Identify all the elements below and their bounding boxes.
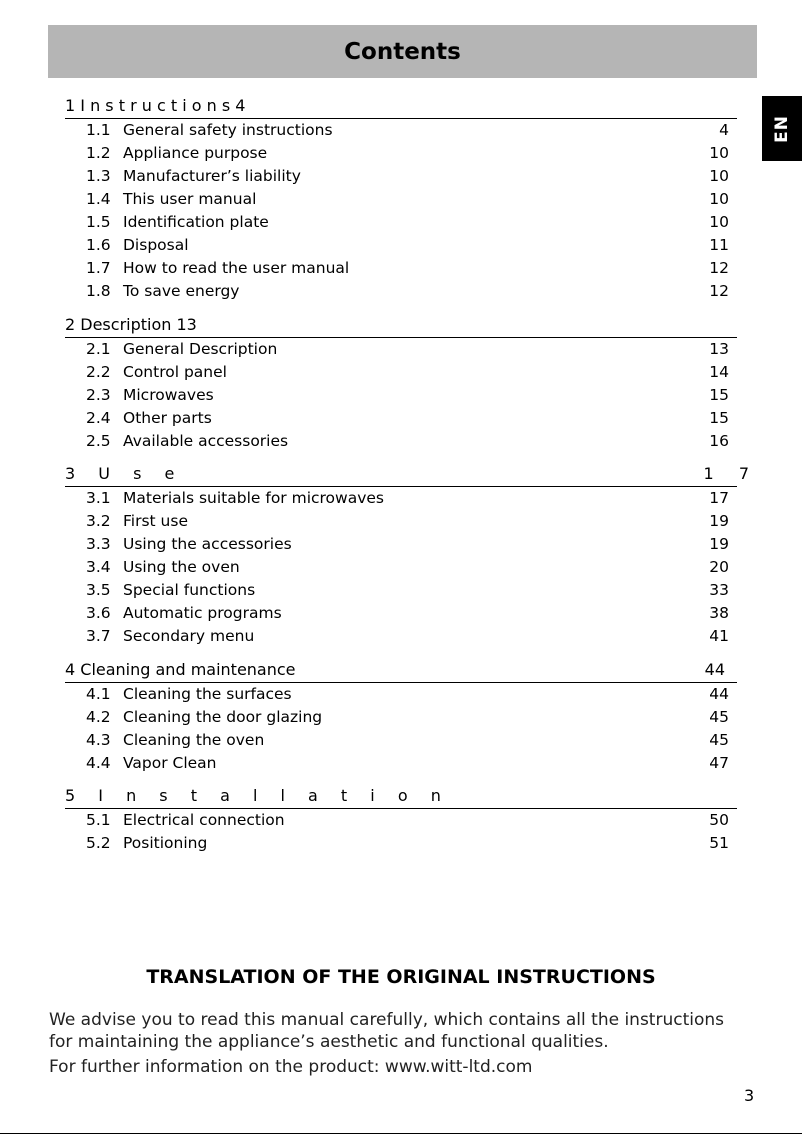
toc-entry[interactable]	[65, 188, 737, 211]
entry-label: General Description	[123, 340, 278, 358]
toc-section-2	[65, 312, 737, 453]
entry-number: 1.5	[86, 213, 111, 231]
entry-label: Secondary menu	[123, 627, 255, 645]
translation-heading: TRANSLATION OF THE ORIGINAL INSTRUCTIONS	[146, 966, 656, 988]
entry-label: Available accessories	[123, 432, 289, 450]
entry-label: Identification plate	[123, 213, 269, 231]
section-heading[interactable]	[65, 93, 737, 119]
entry-number: 2.4	[86, 409, 111, 427]
entry-page: 20	[709, 558, 729, 576]
toc-section-5	[65, 783, 737, 855]
entry-number: 2.3	[86, 386, 111, 404]
language-label: EN	[772, 114, 792, 143]
toc-entry[interactable]	[65, 706, 737, 729]
entry-number: 1.1	[86, 121, 111, 139]
section-title: 1 I n s t r u c t i o n s 4	[65, 96, 246, 115]
section-heading[interactable]	[65, 461, 759, 487]
entry-page: 11	[709, 236, 729, 254]
product-info-text: For further information on the product: www.witt-ltd.com	[49, 1057, 533, 1077]
section-title: 3 U s e	[65, 464, 184, 483]
entry-page: 41	[709, 627, 729, 645]
entry-number: 3.7	[86, 627, 111, 645]
entry-page: 4	[719, 121, 729, 139]
entry-page: 50	[709, 811, 729, 829]
entry-label: Cleaning the oven	[123, 731, 265, 749]
entry-number: 3.3	[86, 535, 111, 553]
advise-paragraph: We advise you to read this manual carefully, which contains all the instructions for maintaining the appliance’s aesthetic and functional qualities.	[49, 1010, 725, 1052]
entry-label: Vapor Clean	[123, 754, 217, 772]
entry-page: 10	[709, 213, 729, 231]
entry-label: Using the oven	[123, 558, 240, 576]
toc-section-4	[65, 657, 737, 775]
entry-page: 17	[709, 489, 729, 507]
entry-label: Appliance purpose	[123, 144, 268, 162]
toc-entry[interactable]	[65, 556, 737, 579]
section-entries	[65, 809, 737, 855]
entry-number: 4.2	[86, 708, 111, 726]
entry-page: 47	[709, 754, 729, 772]
toc-section-1	[65, 93, 737, 303]
section-page: 1 7	[703, 464, 759, 483]
entry-page: 51	[709, 834, 729, 852]
entry-number: 4.3	[86, 731, 111, 749]
section-title: 2 Description 13	[65, 315, 197, 334]
entry-number: 1.3	[86, 167, 111, 185]
section-entries	[65, 683, 737, 775]
entry-number: 3.1	[86, 489, 111, 507]
toc-entry[interactable]	[65, 280, 737, 303]
entry-number: 3.4	[86, 558, 111, 576]
entry-label: Automatic programs	[123, 604, 282, 622]
toc-entry[interactable]	[65, 407, 737, 430]
entry-label: Materials suitable for microwaves	[123, 489, 385, 507]
section-heading[interactable]	[65, 657, 737, 683]
entry-page: 19	[709, 535, 729, 553]
toc-entry[interactable]	[65, 533, 737, 556]
toc-entry[interactable]	[65, 165, 737, 188]
page-number: 3	[744, 1086, 755, 1105]
entry-label: First use	[123, 512, 188, 530]
toc-entry[interactable]	[65, 602, 737, 625]
entry-page: 12	[709, 259, 729, 277]
toc-section-3	[65, 461, 759, 648]
toc-entry[interactable]	[65, 809, 737, 832]
entry-page: 38	[709, 604, 729, 622]
section-entries	[65, 487, 737, 648]
entry-number: 2.5	[86, 432, 111, 450]
toc-entry[interactable]	[65, 142, 737, 165]
entry-page: 14	[709, 363, 729, 381]
section-title: 4 Cleaning and maintenance	[65, 660, 296, 679]
entry-label: Other parts	[123, 409, 212, 427]
toc-entry[interactable]	[65, 257, 737, 280]
entry-page: 45	[709, 708, 729, 726]
toc-entry[interactable]	[65, 487, 737, 510]
entry-label: Cleaning the surfaces	[123, 685, 292, 703]
entry-number: 1.4	[86, 190, 111, 208]
entry-label: Cleaning the door glazing	[123, 708, 323, 726]
entry-number: 5.2	[86, 834, 111, 852]
entry-label: Special functions	[123, 581, 256, 599]
entry-page: 12	[709, 282, 729, 300]
entry-page: 15	[709, 409, 729, 427]
entry-number: 2.1	[86, 340, 111, 358]
toc-entry[interactable]	[65, 510, 737, 533]
entry-label: Microwaves	[123, 386, 214, 404]
section-entries	[65, 119, 737, 303]
entry-label: This user manual	[123, 190, 257, 208]
section-title: 5 I n s t a l l a t i o n	[65, 786, 450, 805]
bottom-divider	[0, 1133, 802, 1134]
section-page: 44	[704, 660, 725, 679]
toc-entry[interactable]	[65, 430, 737, 453]
section-entries	[65, 338, 737, 453]
toc-entry[interactable]	[65, 729, 737, 752]
entry-label: Using the accessories	[123, 535, 292, 553]
entry-page: 33	[709, 581, 729, 599]
language-tab	[762, 96, 802, 161]
entry-label: General safety instructions	[123, 121, 333, 139]
toc-entry[interactable]	[65, 683, 737, 706]
entry-number: 2.2	[86, 363, 111, 381]
entry-label: Electrical connection	[123, 811, 285, 829]
entry-page: 16	[709, 432, 729, 450]
toc-entry[interactable]	[65, 752, 737, 775]
entry-number: 1.6	[86, 236, 111, 254]
entry-label: Manufacturer’s liability	[123, 167, 301, 185]
table-of-contents	[65, 93, 759, 855]
toc-entry[interactable]	[65, 579, 737, 602]
toc-entry[interactable]	[65, 119, 737, 142]
toc-entry[interactable]	[65, 338, 737, 361]
toc-entry[interactable]	[65, 832, 737, 855]
entry-page: 13	[709, 340, 729, 358]
toc-entry[interactable]	[65, 361, 737, 384]
entry-number: 3.2	[86, 512, 111, 530]
entry-page: 45	[709, 731, 729, 749]
section-heading[interactable]	[65, 312, 737, 338]
entry-number: 1.7	[86, 259, 111, 277]
entry-number: 1.2	[86, 144, 111, 162]
section-heading[interactable]	[65, 783, 737, 809]
toc-entry[interactable]	[65, 625, 737, 648]
entry-number: 5.1	[86, 811, 111, 829]
entry-label: Positioning	[123, 834, 208, 852]
entry-label: To save energy	[123, 282, 240, 300]
entry-label: Control panel	[123, 363, 227, 381]
entry-page: 15	[709, 386, 729, 404]
page-title: Contents	[344, 38, 461, 65]
toc-entry[interactable]	[65, 234, 737, 257]
contents-header	[48, 25, 757, 78]
entry-page: 19	[709, 512, 729, 530]
entry-label: Disposal	[123, 236, 189, 254]
entry-number: 3.6	[86, 604, 111, 622]
entry-number: 4.4	[86, 754, 111, 772]
entry-page: 10	[709, 190, 729, 208]
entry-number: 3.5	[86, 581, 111, 599]
entry-number: 1.8	[86, 282, 111, 300]
entry-label: How to read the user manual	[123, 259, 350, 277]
toc-entry[interactable]	[65, 384, 737, 407]
entry-page: 10	[709, 167, 729, 185]
entry-number: 4.1	[86, 685, 111, 703]
toc-entry[interactable]	[65, 211, 737, 234]
entry-page: 44	[709, 685, 729, 703]
entry-page: 10	[709, 144, 729, 162]
